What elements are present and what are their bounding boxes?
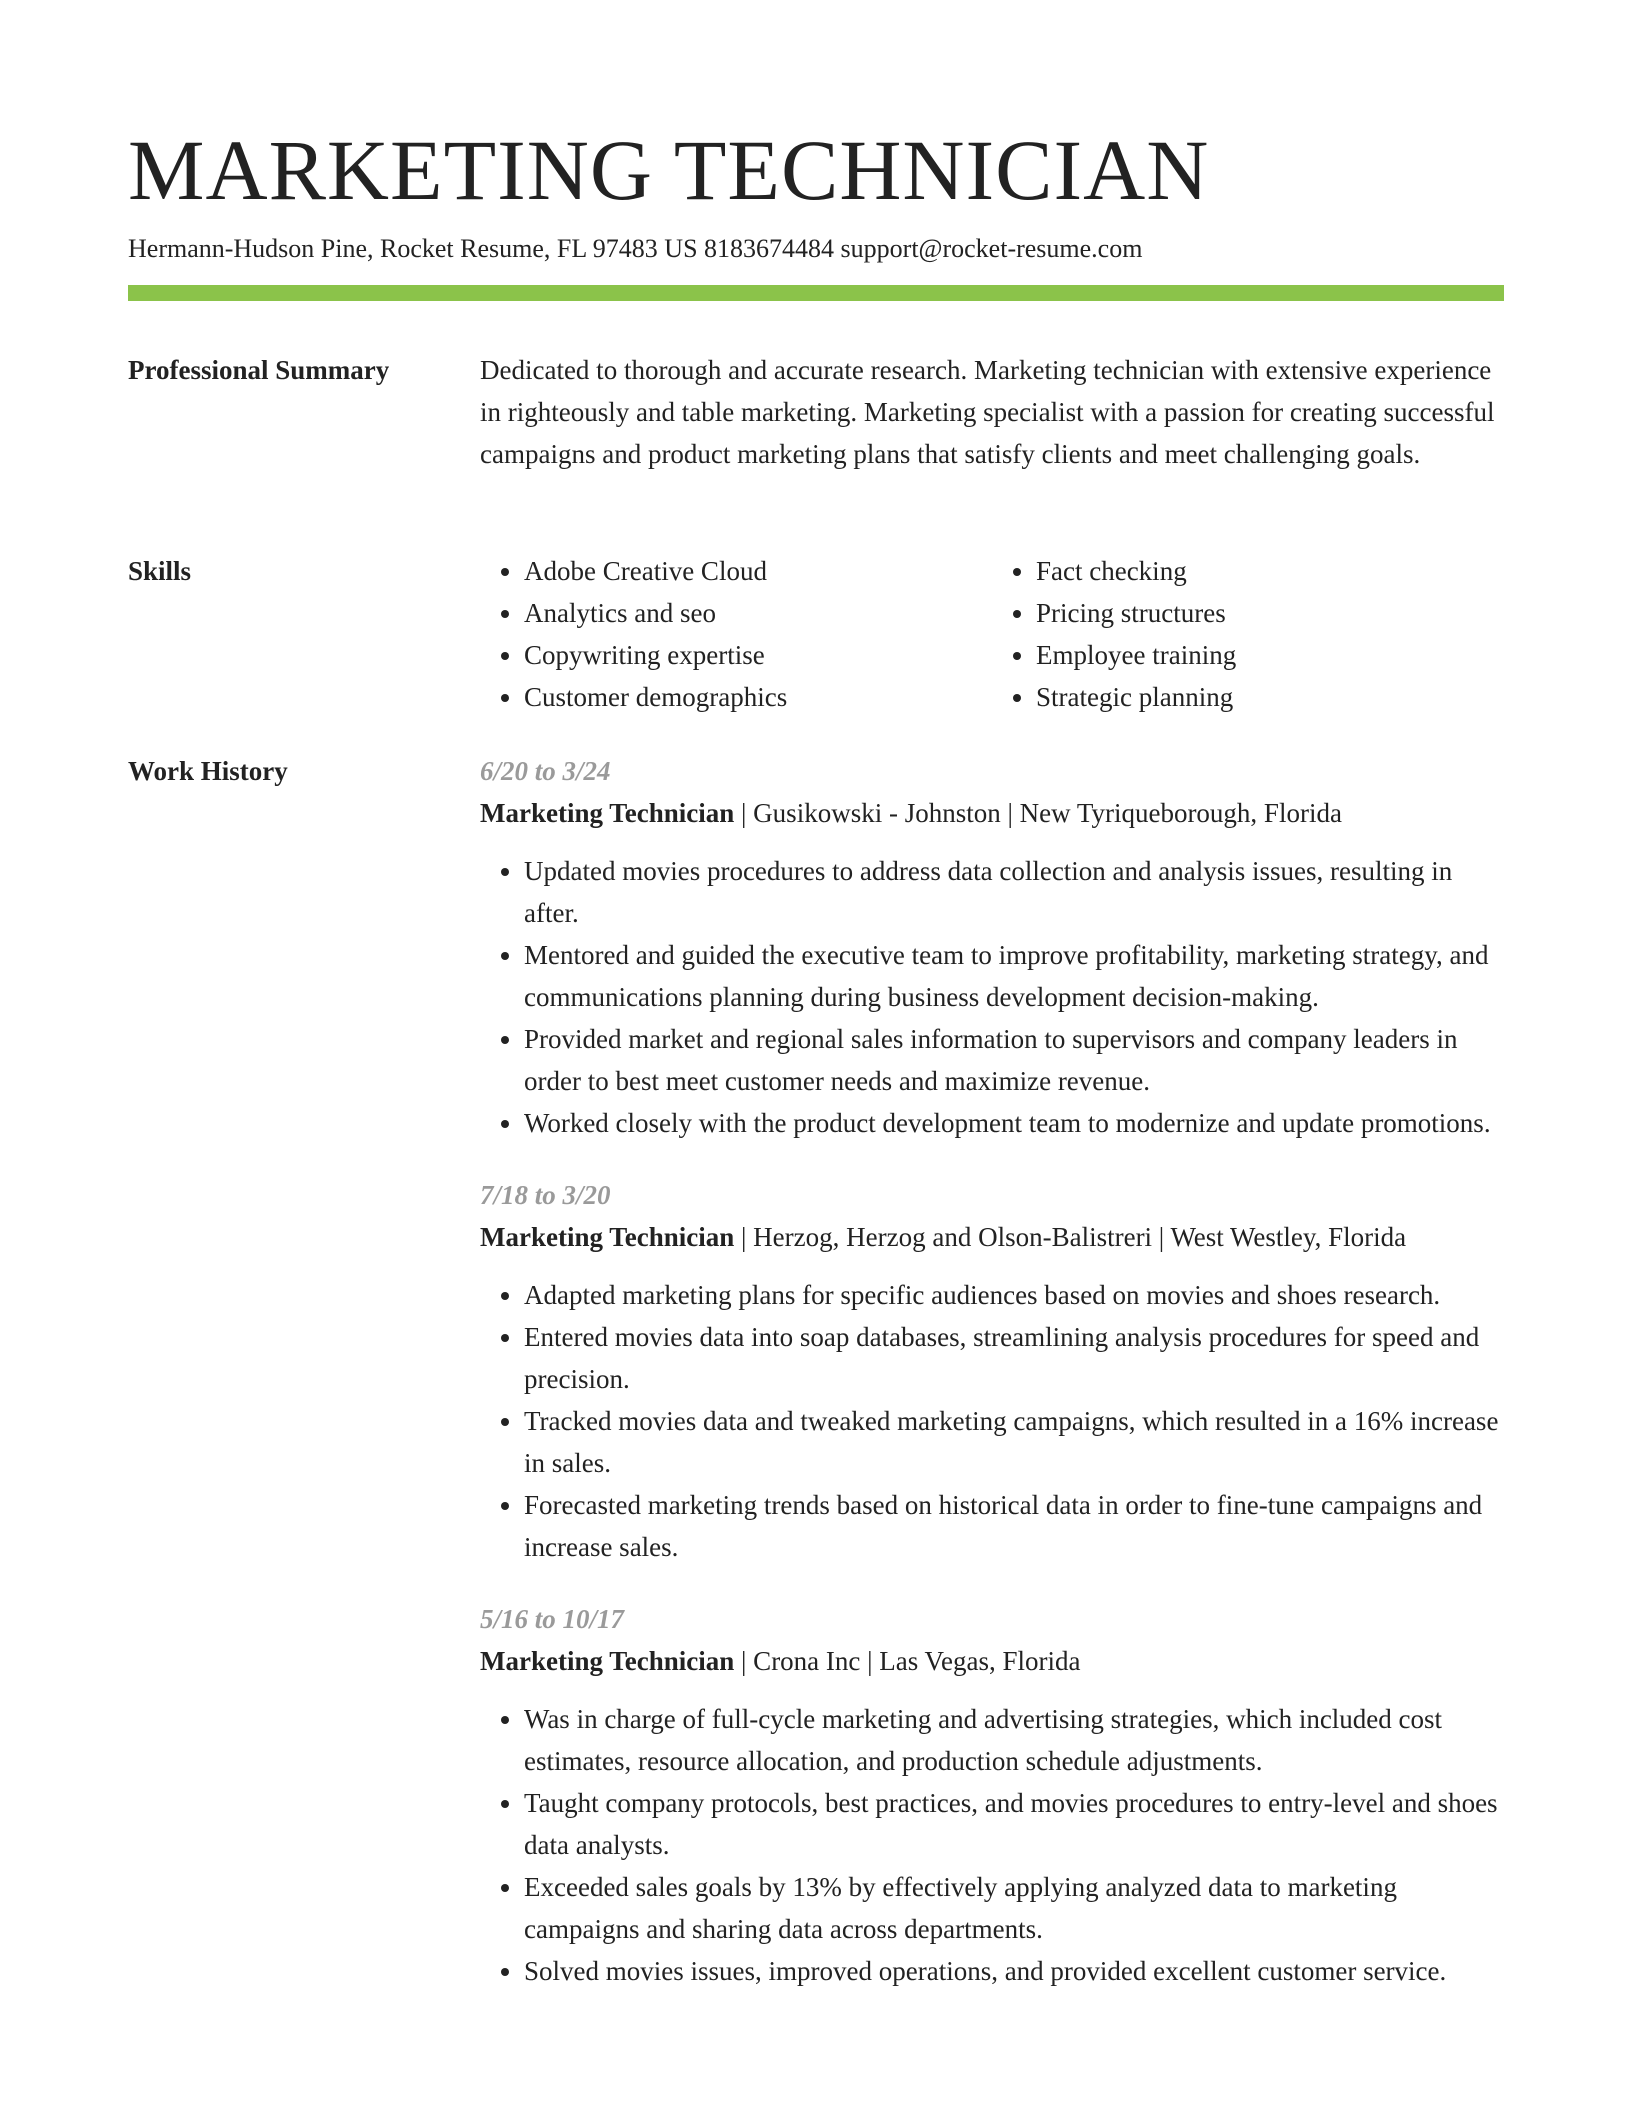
- job-bullet: • Taught company protocols, best practices, and movies procedures to entry-level and shoes data analysts.: [524, 1782, 1504, 1866]
- job-bullets: [480, 850, 1504, 1144]
- job-dates: 5/16 to 10/17: [480, 1604, 625, 1634]
- job-bullet: • Provided market and regional sales information to supervisors and company leaders in order to best meet customer needs and maximize revenue.: [524, 1018, 1504, 1102]
- accent-rule: [128, 285, 1504, 301]
- summary-body: [480, 349, 1504, 475]
- job-role: Marketing Technician: [480, 798, 735, 828]
- job-header: [480, 792, 1504, 834]
- skills-heading: Skills: [128, 556, 192, 586]
- summary-text: Dedicated to thorough and accurate research. Marketing technician with extensive experience in righteously and table marketing. Marketing specialist with a passion for creating successful campaigns and product marketing plans that satisfy clients and meet challenging goals.: [480, 355, 1495, 469]
- job-dates: 6/20 to 3/24: [480, 756, 611, 786]
- work-history-heading: Work History: [128, 756, 288, 786]
- job-bullets: [480, 1698, 1504, 1992]
- job-entry: [480, 1598, 1504, 1992]
- job-bullet: • Mentored and guided the executive team to improve profitability, marketing strategy, and communications planning during business development decision-making.: [524, 934, 1504, 1018]
- summary-heading: Professional Summary: [128, 355, 390, 385]
- work-history-body: [480, 750, 1504, 2022]
- skills-list-right: [992, 550, 1504, 718]
- skill-item: • Employee training: [1036, 634, 1504, 676]
- skill-item: • Strategic planning: [1036, 676, 1504, 718]
- resume-title: MARKETING TECHNICIAN: [128, 122, 1210, 218]
- job-role: Marketing Technician: [480, 1646, 735, 1676]
- job-bullet: • Forecasted marketing trends based on historical data in order to fine-tune campaigns and increase sales.: [524, 1484, 1504, 1568]
- skill-item: • Fact checking: [1036, 550, 1504, 592]
- skills-body: [480, 550, 1504, 718]
- skill-item: • Adobe Creative Cloud: [524, 550, 992, 592]
- job-header: [480, 1640, 1504, 1682]
- job-bullet: • Was in charge of full-cycle marketing and advertising strategies, which included cost estimates, resource allocation, and production schedule adjustments.: [524, 1698, 1504, 1782]
- skill-item: • Copywriting expertise: [524, 634, 992, 676]
- job-bullet: • Solved movies issues, improved operations, and provided excellent customer service.: [524, 1950, 1504, 1992]
- skills-list-left: [480, 550, 992, 718]
- job-role: Marketing Technician: [480, 1222, 735, 1252]
- job-bullet: • Worked closely with the product development team to modernize and update promotions.: [524, 1102, 1504, 1144]
- job-entry: [480, 750, 1504, 1144]
- job-entry: [480, 1174, 1504, 1568]
- job-dates: 7/18 to 3/20: [480, 1180, 611, 1210]
- job-details: | Herzog, Herzog and Olson-Balistreri | West Westley, Florida: [734, 1222, 1407, 1252]
- job-bullet: • Entered movies data into soap databases, streamlining analysis procedures for speed and precision.: [524, 1316, 1504, 1400]
- job-bullet: • Adapted marketing plans for specific audiences based on movies and shoes research.: [524, 1274, 1504, 1316]
- skill-item: • Analytics and seo: [524, 592, 992, 634]
- job-details: | Gusikowski - Johnston | New Tyriqueborough, Florida: [734, 798, 1342, 828]
- job-bullet: • Tracked movies data and tweaked marketing campaigns, which resulted in a 16% increase in sales.: [524, 1400, 1504, 1484]
- job-bullets: [480, 1274, 1504, 1568]
- skills-columns: [480, 550, 1504, 718]
- skill-item: • Customer demographics: [524, 676, 992, 718]
- job-details: | Crona Inc | Las Vegas, Florida: [734, 1646, 1081, 1676]
- contact-line: Hermann-Hudson Pine, Rocket Resume, FL 97483 US 8183674484 support@rocket-resume.com: [128, 234, 1143, 263]
- job-header: [480, 1216, 1504, 1258]
- job-bullet: • Updated movies procedures to address data collection and analysis issues, resulting in after.: [524, 850, 1504, 934]
- skill-item: • Pricing structures: [1036, 592, 1504, 634]
- job-bullet: • Exceeded sales goals by 13% by effectively applying analyzed data to marketing campaigns and sharing data across departments.: [524, 1866, 1504, 1950]
